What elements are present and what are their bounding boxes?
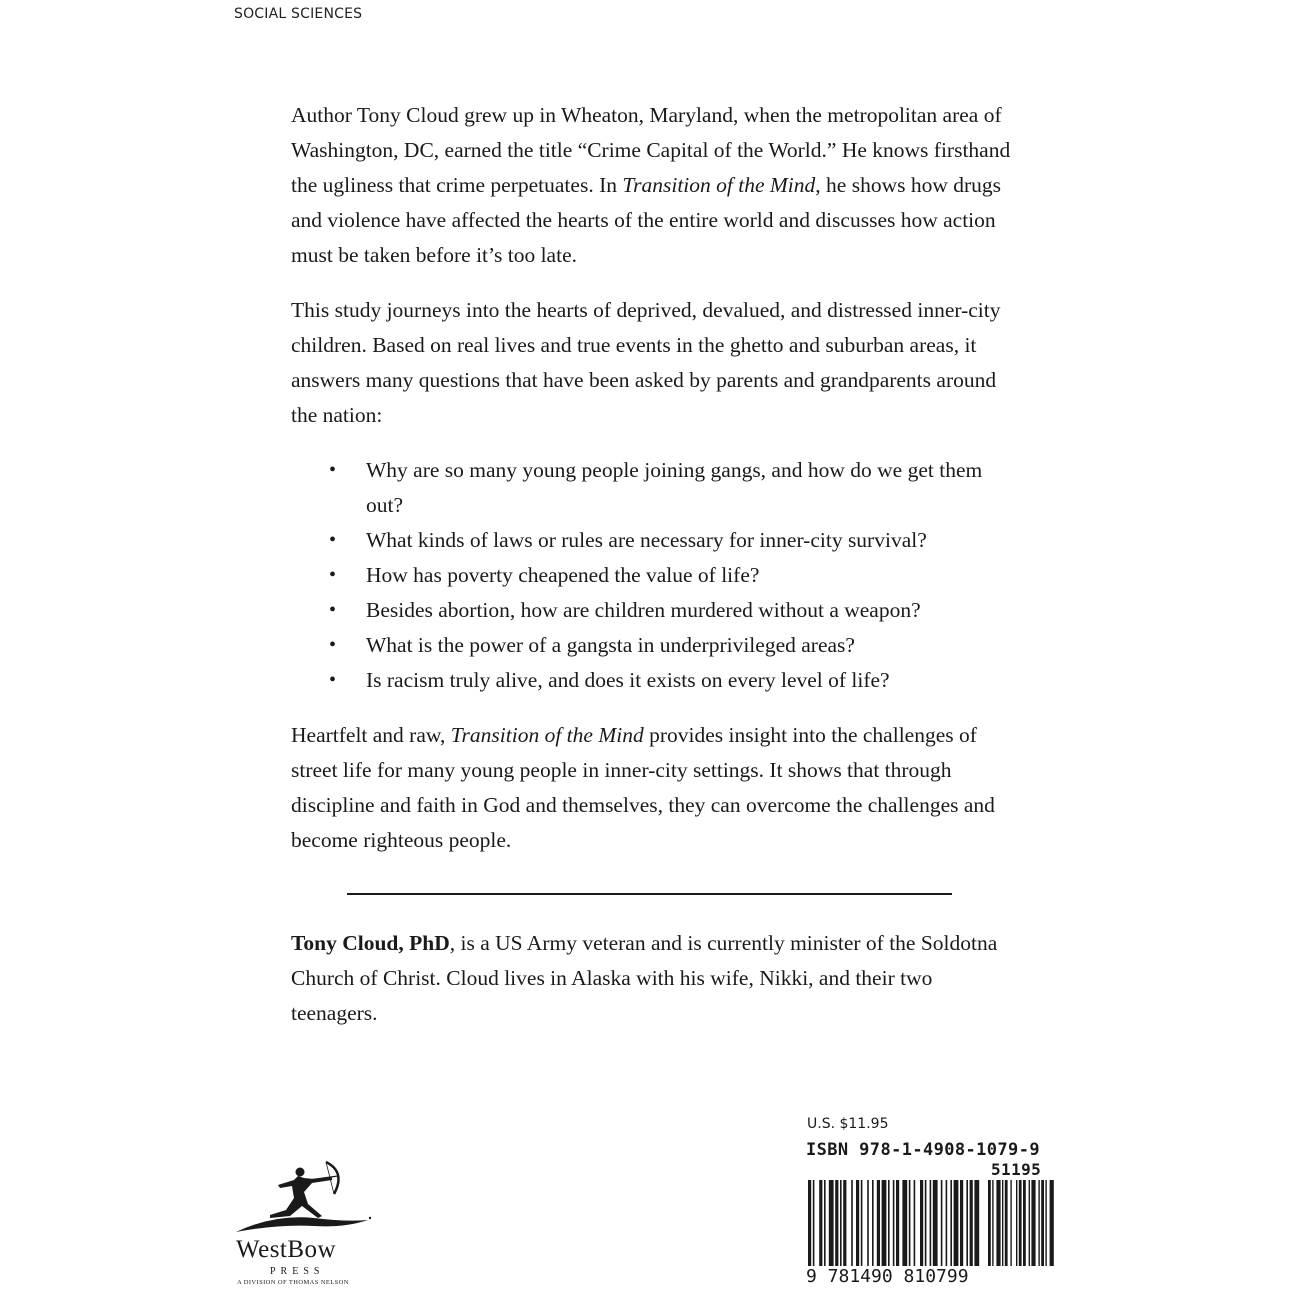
barcode-bar bbox=[954, 1180, 959, 1266]
barcode-bar bbox=[914, 1180, 916, 1266]
divider-rule bbox=[347, 893, 952, 895]
barcode-bar bbox=[1002, 1180, 1003, 1266]
price-code: 51195 bbox=[991, 1160, 1042, 1179]
barcode bbox=[808, 1180, 1060, 1266]
closing-paragraph: Heartfelt and raw, Transition of the Mind provides insight into the challenges of street life for many young people in inner-city settings. It shows that through discipline and faith in God and themselves, they can overcome the challenges and become righteous people. bbox=[291, 723, 995, 852]
barcode-bar bbox=[877, 1180, 880, 1266]
barcode-bar bbox=[1031, 1180, 1035, 1266]
barcode-bar bbox=[996, 1180, 1000, 1266]
barcode-bar bbox=[843, 1180, 846, 1266]
description bbox=[291, 98, 1021, 878]
intro-paragraph: Author Tony Cloud grew up in Wheaton, Maryland, when the metropolitan area of Washington, DC, earned the title “Crime Capital of the World.” He knows firsthand the ugliness that crime perpetuates. In Transition of the Mind, he shows how drugs and violence have affected the hearts of the entire world and discusses how action must be taken before it’s too late. bbox=[291, 103, 1011, 267]
barcode-bar bbox=[930, 1180, 932, 1266]
list-item: • Is racism truly alive, and does it exists on every level of life? bbox=[291, 663, 1021, 698]
barcode-bar bbox=[1050, 1180, 1054, 1266]
barcode-bar bbox=[819, 1180, 822, 1266]
barcode-bar bbox=[920, 1180, 923, 1266]
book-title: Transition of the Mind bbox=[622, 173, 816, 197]
barcode-digits: 9 781490 810799 bbox=[806, 1266, 969, 1287]
bullet-icon: • bbox=[329, 669, 337, 691]
barcode-bar bbox=[970, 1180, 973, 1266]
barcode-bar bbox=[925, 1180, 927, 1266]
barcode-bar bbox=[902, 1180, 907, 1266]
bullet-icon: • bbox=[329, 599, 337, 621]
barcode-bar bbox=[1038, 1180, 1039, 1266]
publisher-name: WestBow bbox=[236, 1236, 337, 1263]
barcode-bar bbox=[966, 1180, 968, 1266]
category-label: SOCIAL SCIENCES bbox=[234, 6, 363, 22]
list-item: • What kinds of laws or rules are necessary for inner-city survival? bbox=[291, 523, 1021, 558]
list-item: • What is the power of a gangsta in underprivileged areas? bbox=[291, 628, 1021, 663]
barcode-bar bbox=[896, 1180, 899, 1266]
barcode-bar bbox=[808, 1180, 811, 1266]
price-label: U.S. $11.95 bbox=[807, 1116, 889, 1132]
author-name: Tony Cloud, PhD bbox=[291, 931, 450, 955]
bullet-icon: • bbox=[329, 529, 337, 551]
barcode-bar bbox=[856, 1180, 859, 1266]
publisher-subtitle: PRESS bbox=[270, 1266, 325, 1277]
barcode-bar bbox=[992, 1180, 993, 1266]
barcode-bar bbox=[1041, 1180, 1044, 1266]
barcode-bar bbox=[893, 1180, 895, 1266]
barcode-bar bbox=[988, 1180, 991, 1266]
list-item: • Besides abortion, how are children murdered without a weapon? bbox=[291, 593, 1021, 628]
barcode-bar bbox=[867, 1180, 869, 1266]
barcode-bar bbox=[1029, 1180, 1030, 1266]
barcode-bar bbox=[829, 1180, 834, 1266]
barcode-bar bbox=[1005, 1180, 1008, 1266]
barcode-bar bbox=[1019, 1180, 1022, 1266]
barcode-bar bbox=[824, 1180, 826, 1266]
barcode-bar bbox=[888, 1180, 890, 1266]
barcode-bar bbox=[960, 1180, 963, 1266]
barcode-bar bbox=[813, 1180, 815, 1266]
barcode-bar bbox=[1016, 1180, 1017, 1266]
bullet-icon: • bbox=[329, 564, 337, 586]
archer-logo-icon bbox=[234, 1158, 374, 1238]
barcode-bar bbox=[861, 1180, 863, 1266]
barcode-bar bbox=[1045, 1180, 1046, 1266]
book-title: Transition of the Mind bbox=[450, 723, 644, 747]
barcode-bar bbox=[840, 1180, 842, 1266]
barcode-bar bbox=[933, 1180, 938, 1266]
list-item: • Why are so many young people joining gangs, and how do we get them out? bbox=[291, 453, 1021, 523]
list-item: • How has poverty cheapened the value of life? bbox=[291, 558, 1021, 593]
isbn-label: ISBN 978-1-4908-1079-9 bbox=[806, 1140, 1040, 1160]
study-paragraph: This study journeys into the hearts of deprived, devalued, and distressed inner-city children. Based on real lives and true events in the ghetto and suburban areas, it answers many questions that have been asked by parents and grandparents around the nation: bbox=[291, 298, 1001, 427]
barcode-bar bbox=[851, 1180, 853, 1266]
barcode-bar bbox=[1023, 1180, 1026, 1266]
question-list bbox=[291, 453, 1021, 698]
barcode-bar bbox=[882, 1180, 887, 1266]
bullet-icon: • bbox=[329, 459, 337, 481]
barcode-bar bbox=[946, 1180, 948, 1266]
barcode-bar bbox=[974, 1180, 979, 1266]
bullet-icon: • bbox=[329, 634, 337, 656]
publisher-division: A DIVISION OF THOMAS NELSON bbox=[237, 1279, 349, 1286]
barcode-bar bbox=[950, 1180, 952, 1266]
barcode-bar bbox=[872, 1180, 874, 1266]
barcode-bar bbox=[909, 1180, 911, 1266]
barcode-bar bbox=[1010, 1180, 1011, 1266]
barcode-bar bbox=[835, 1180, 838, 1266]
author-bio: Tony Cloud, PhD, is a US Army veteran and is currently minister of the Soldotna Church of Christ. Cloud lives in Alaska with his wife, Nikki, and their two teenagers. bbox=[291, 931, 998, 1025]
barcode-bar bbox=[941, 1180, 943, 1266]
